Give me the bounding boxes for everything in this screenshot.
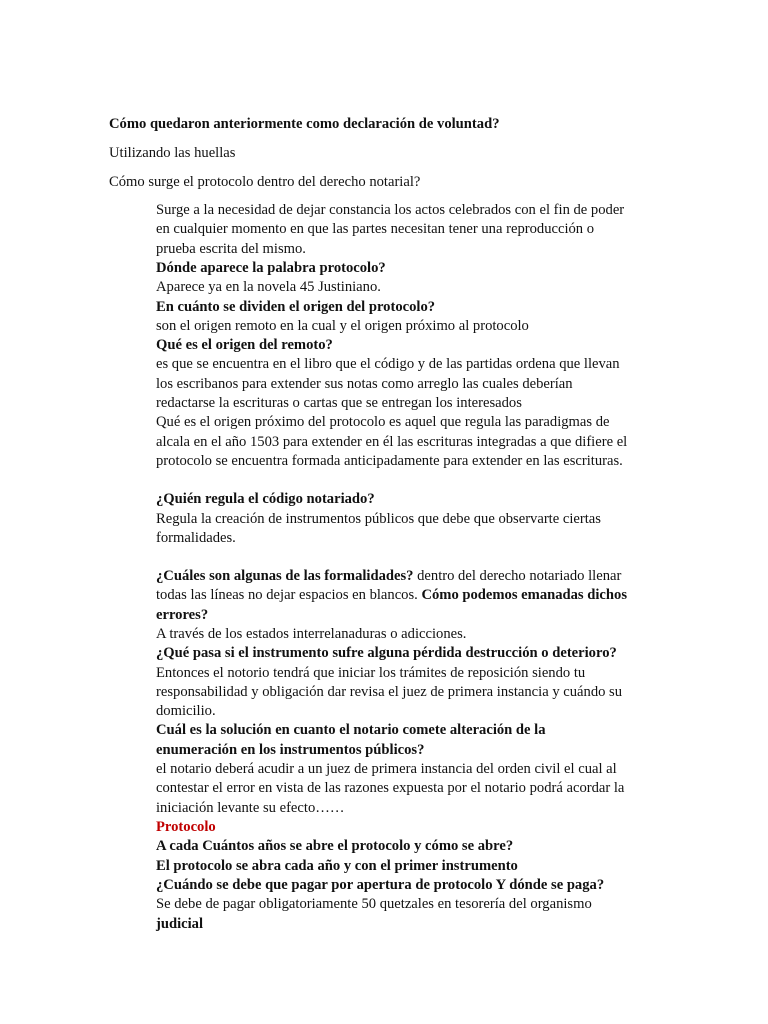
- body-line-bold: judicial: [156, 916, 204, 932]
- body-line: [156, 567, 621, 586]
- question-heading: ¿Qué pasa si el instrumento sufre alguna pérdida destrucción o deterioro?: [156, 645, 617, 661]
- body-line: en cualquier momento en que las partes necesitan tener una reproducción o: [156, 221, 595, 237]
- body-line: [156, 586, 627, 605]
- answer-text-bold: El protocolo se abra cada año y con el primer instrumento: [156, 858, 518, 874]
- body-line: es que se encuentra en el libro que el código y de las partidas ordena que llevan: [156, 356, 620, 372]
- body-line: formalidades.: [156, 530, 236, 546]
- question-heading: Qué es el origen del remoto?: [156, 337, 333, 353]
- question-heading: Cómo quedaron anteriormente como declaración de voluntad?: [109, 116, 500, 132]
- answer-text: dentro del derecho notariado llenar: [413, 568, 622, 584]
- body-line: prueba escrita del mismo.: [156, 241, 306, 257]
- question-heading: errores?: [156, 607, 209, 623]
- body-line: son el origen remoto en la cual y el origen próximo al protocolo: [156, 318, 529, 334]
- question-heading: ¿Cuándo se debe que pagar por apertura de protocolo Y dónde se paga?: [156, 877, 605, 893]
- body-line: redactarse la escrituras o cartas que se entregan los interesados: [156, 395, 522, 411]
- body-line: protocolo se encuentra formada anticipadamente para extender en las escrituras.: [156, 453, 623, 469]
- question-heading: Dónde aparece la palabra protocolo?: [156, 260, 386, 276]
- answer-text: Utilizando las huellas: [109, 145, 236, 161]
- body-line: Qué es el origen próximo del protocolo es aquel que regula las paradigmas de: [156, 414, 610, 430]
- body-line: contestar el error en vista de las razones expuesta por el notario podrá acordar la: [156, 780, 625, 796]
- question-heading: En cuánto se dividen el origen del protocolo?: [156, 299, 436, 315]
- body-line: Regula la creación de instrumentos públicos que debe que observarte ciertas: [156, 511, 601, 527]
- body-line: alcala en el año 1503 para extender en él las escrituras integradas a que difiere el: [156, 434, 628, 450]
- question-heading: ¿Cuáles son algunas de las formalidades?: [156, 568, 414, 584]
- body-line: Se debe de pagar obligatoriamente 50 quetzales en tesorería del organismo: [156, 896, 592, 912]
- body-line: iniciación levante su efecto……: [156, 800, 345, 816]
- body-line: Surge a la necesidad de dejar constancia los actos celebrados con el fin de poder: [156, 202, 625, 218]
- question-heading: Cuál es la solución en cuanto el notario comete alteración de la: [156, 722, 546, 738]
- question-text: Cómo surge el protocolo dentro del derecho notarial?: [109, 174, 421, 190]
- question-heading: Cómo podemos emanadas dichos: [421, 587, 628, 603]
- question-heading: ¿Quién regula el código notariado?: [156, 491, 375, 507]
- section-heading-protocolo: Protocolo: [156, 819, 216, 835]
- body-line: Aparece ya en la novela 45 Justiniano.: [156, 279, 381, 295]
- question-heading: enumeración en los instrumentos públicos?: [156, 742, 425, 758]
- body-line: A través de los estados interrelanaduras o adicciones.: [156, 626, 467, 642]
- body-line: el notario deberá acudir a un juez de primera instancia del orden civil el cual al: [156, 761, 617, 777]
- body-line: domicilio.: [156, 703, 216, 719]
- answer-text: todas las líneas no dejar espacios en blancos.: [156, 587, 422, 603]
- body-line: los escribanos para extender sus notas como arreglo las cuales deberían: [156, 376, 573, 392]
- body-line: responsabilidad y obligación dar revisa el juez de primera instancia y cuándo su: [156, 684, 623, 700]
- question-heading: A cada Cuántos años se abre el protocolo y cómo se abre?: [156, 838, 514, 854]
- body-line: Entonces el notorio tendrá que iniciar los trámites de reposición siendo tu: [156, 665, 586, 681]
